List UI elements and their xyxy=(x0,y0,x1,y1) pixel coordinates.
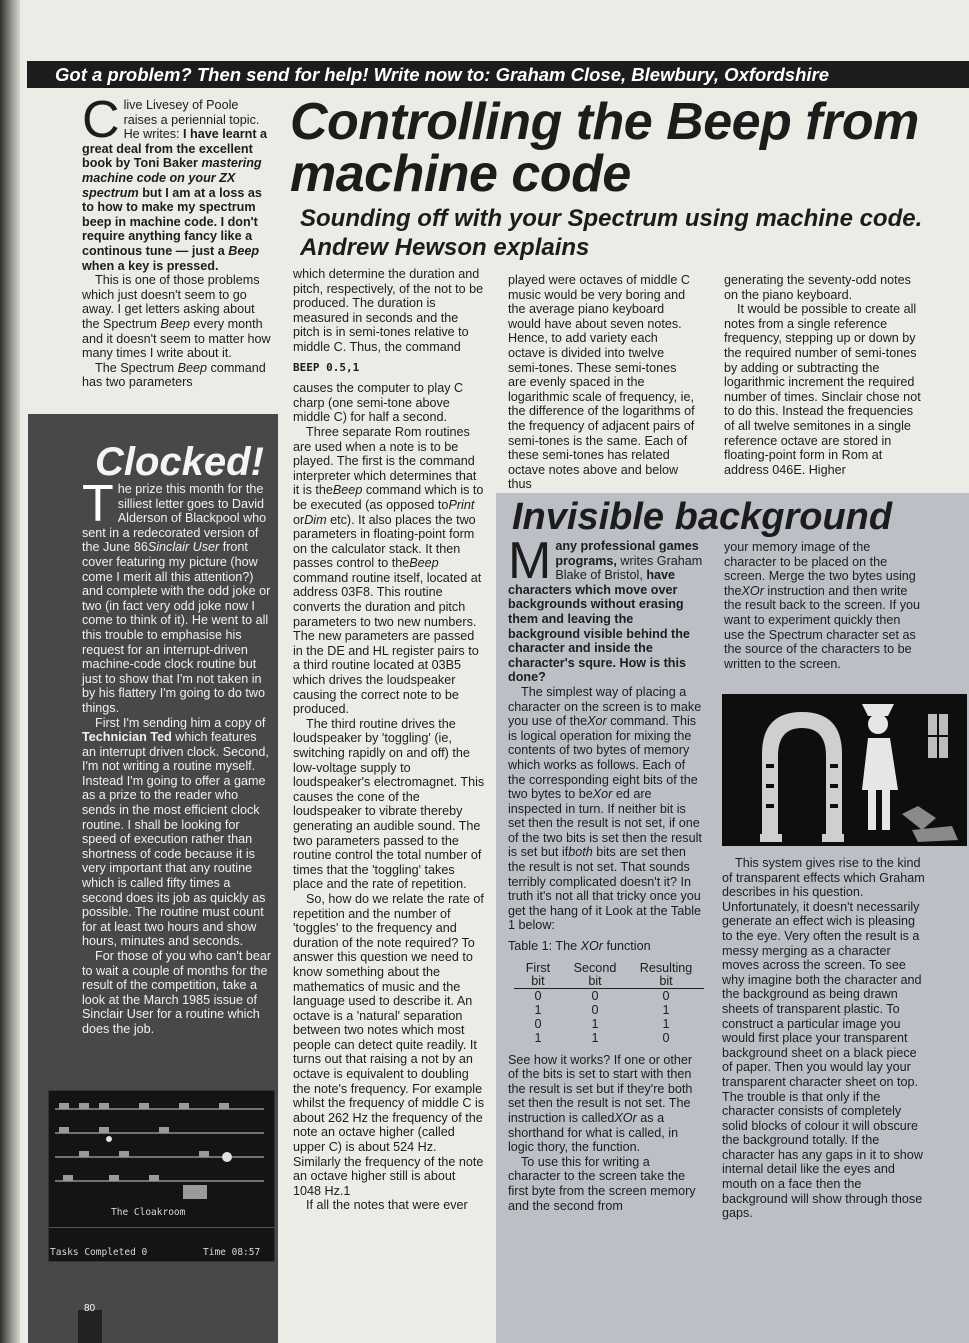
invisible-title: Invisible background xyxy=(512,496,893,538)
header-banner: Got a problem? Then send for help! Write now to: Graham Close, Blewbury, Oxfordshire xyxy=(27,61,969,88)
article-subtitle: Sounding off with your Spectrum using machine code. Andrew Hewson explains xyxy=(300,205,923,261)
table-header: First bit xyxy=(514,962,562,989)
table-row: 0 0 0 xyxy=(534,988,670,1003)
article-title: Controlling the Beep from machine code xyxy=(290,96,919,200)
dropcap: M xyxy=(508,532,552,590)
page-number-bar xyxy=(78,1310,102,1343)
invisible-column-3: This system gives rise to the kind of transparent effects which Graham describes in his question. Unfortunately, it doesn't necessarily generate an effect wich is pleasing to the eye. Very often the result is a messy merging as a character moves across the screen. To see why imagine both the character and the background as being drawn sheets of transparent plastic. To construct a particular image you would first place your transparent background sheet on a black piece of paper. Then you would lay your transparent character sheet on top. The trouble is that only if the character consists of completely solid blocks of colour it will obscure the background totally. If the character has any gaps in it to show internal detail like the eyes and mouth on a face then the background will show through those gaps. xyxy=(722,856,925,1221)
xor-table xyxy=(514,962,704,1045)
dropcap: T xyxy=(82,475,114,533)
intro-letter: Clive Livesey of Poole raises a periennial topic. He writes: I have learnt a great deal from the excellent book by Toni Baker mastering machine code on your ZX spectrum but I am at a loss as to how to make my spectrum beep in machine code. I don't require anything fancy like a continous tune — just a Beep when a key is pressed. This is one of those problems which just doesn't seem to go away. I get letters asking about the Spectrum Beep every month and it doesn't seem to matter how many times I write about it. The Spectrum Beep command has two parameters xyxy=(82,91,271,390)
table-row: 1 0 1 xyxy=(534,1002,670,1017)
article-column-3: played were octaves of middle C music would be very boring and the average piano keyboard would have about seven notes. Hence, to add variety each octave is divided into twelve semi-tones. These semi-tones are evenly spaced in the logarithmic scale of frequency, ie, the difference of the logarithms of the frequency of adjacent pairs of semi-tones is the same. Each of these semi-tones has related octave notes above and below thus xyxy=(508,273,695,492)
archway-scene-graphic xyxy=(722,694,967,846)
clocked-title: Clocked! xyxy=(95,440,264,484)
room-name: The Cloakroom xyxy=(111,1207,186,1218)
table-row: 0 1 1 xyxy=(534,1016,670,1031)
article-column-4: generating the seventy-odd notes on the piano keyboard. It would be possible to create all notes from a single reference frequency, stepping up or down by the required number of semi-tones by adding or subtracting the logarithmic increment the required number of times. Sinclair chose not to do this. Instead the frequencies of all twelve semitones in a single reference octave are stored in floating-point form in Rom at address 046E. Higher xyxy=(724,273,921,477)
page-binding xyxy=(0,0,20,1343)
clocked-text: The prize this month for the silliest letter goes to David Alderson of Blackpool who sent in a redecorated version of the June 86Sinclair User front cover featuring my picture (how come I merit all this attention?) and complete with the odd joke or two (in fact very odd joke now I come to think of it). He went to all this trouble to emphasise his request for an interrupt-driven machine-code clock routine but just to show that I'm not taken in by his flattery I'm going to do two things. First I'm sending him a copy of Technician Ted which features an interrupt driven clock. Second, I'm not writing a routine myself. Instead I'm going to offer a game as a prize to the reader who sends in the most efficient clock routine. I shall be looking for speed of execution rather than shortness of code because it is very important that any routine which is called fifty times a second does its job as quickly as possible. The routine must count for at least two hours and show hours, minutes and seconds. For those of you who can't bear to wait a couple of months for the result of the competition, take a look at the March 1985 issue of Sinclair User for a routine which does the job. xyxy=(82,475,272,1036)
table-row: 1 1 0 xyxy=(534,1030,670,1045)
article-column-2: which determine the duration and pitch, respectively, of the not to be produced. The duration is measured in seconds and the pitch is in semi-tones relative to middle C. Thus, the command BEEP 0.5,1 causes the computer to play C charp (one semi-tone above middle C) for half a second. Three separate Rom routines are used when a note is to be played. The first is the command interpreter which determines that it is theBeep command which is to be executed (as opposed toPrint orDim etc). It also places the two parameters in floating-point form on the calculator stack. It then passes control to theBeep command routine itself, located at address 03F8. This routine converts the duration and pitch parameters to two new numbers. The new parameters are passed in the DE and HL register pairs to a third routine located at 03B5 which drives the loudspeaker causing the correct note to be produced. The third routine drives the loudspeaker by 'toggling' (ie, switching rapidly on and off) the low-voltage supply to loudspeaker's electromagnet. This causes the cone of the loudspeaker to vibrate thereby generating an audible sound. The two parameters passed to the routine control the total number of times that the 'toggling' takes place and the rate of repetition. So, how do we relate the rate of repetition and the number of 'toggles' to the frequency and duration of the note required? To answer this question we need to know something about the mathematics of music and the language used to describe it. An octave is a 'natural' separation between two notes which most people can detect quite readily. It turns out that raising a not by an octave is equivalent to doubling the note's frequency. For example whilst the frequency of middle C is about 262 Hz the frequency of the note an octave higher (called upper C) is about 524 Hz. Similarly the frequency of the note an octave higher still is about 1048 Hz.1 If all the notes that were ever xyxy=(293,267,485,1213)
code-line: BEEP 0.5,1 xyxy=(293,360,360,374)
game-screen-graphic xyxy=(49,1091,274,1261)
technician-ted-screenshot xyxy=(48,1090,275,1262)
table-header: Resulting bit xyxy=(628,962,704,989)
game-character-screenshot xyxy=(722,694,967,846)
tasks-counter: Tasks Completed 0 xyxy=(50,1247,148,1258)
dropcap: C xyxy=(82,91,120,149)
page-number: 80 xyxy=(84,1303,96,1314)
invisible-column-1: Many professional games programs, writes Graham Blake of Bristol, have characters which move over backgrounds without erasing them and leaving the background visible behind the character and inside the character's squre. How is this done? The simplest way of placing a character on the screen is to make you use of theXor command. This is logical operation for mixing the contents of two bytes of memory which works as follows. Each of the corresponding eight bits of the two bytes to beXor ed are inspected in turn. If neither bit is set then the result is not set, if one of the two bits is set then the result is set but ifboth bits are set then the result is not set. That sounds terribly complicated doesn't it? In truth it's not all that tricky once you get the hang of it Look at the Table 1 below: Table 1: The XOr function First bit Second bit Resulting bit 0 0 0 1 0 1 0 1 1 1 1 0 See how it works? If one or other of the bits is set to start with then the result is set but if they're both set then the result is not set. The instruction is calledXOr as a shorthand for what is called, in logic thory, the function. To use this for writing a character to the screen take the first byte from the screen memory and the second from xyxy=(508,532,703,1213)
game-timer: Time 08:57 xyxy=(203,1247,261,1258)
table-caption: Table 1: The XOr function xyxy=(508,939,651,954)
invisible-column-2: your memory image of the character to be placed on the screen. Merge the two bytes using theXOr instruction and then write the result back to the screen. If you want to experiment quickly then use the Spectrum character set as the source of the characters to be written to the screen. xyxy=(724,540,921,671)
table-header: Second bit xyxy=(562,962,628,989)
